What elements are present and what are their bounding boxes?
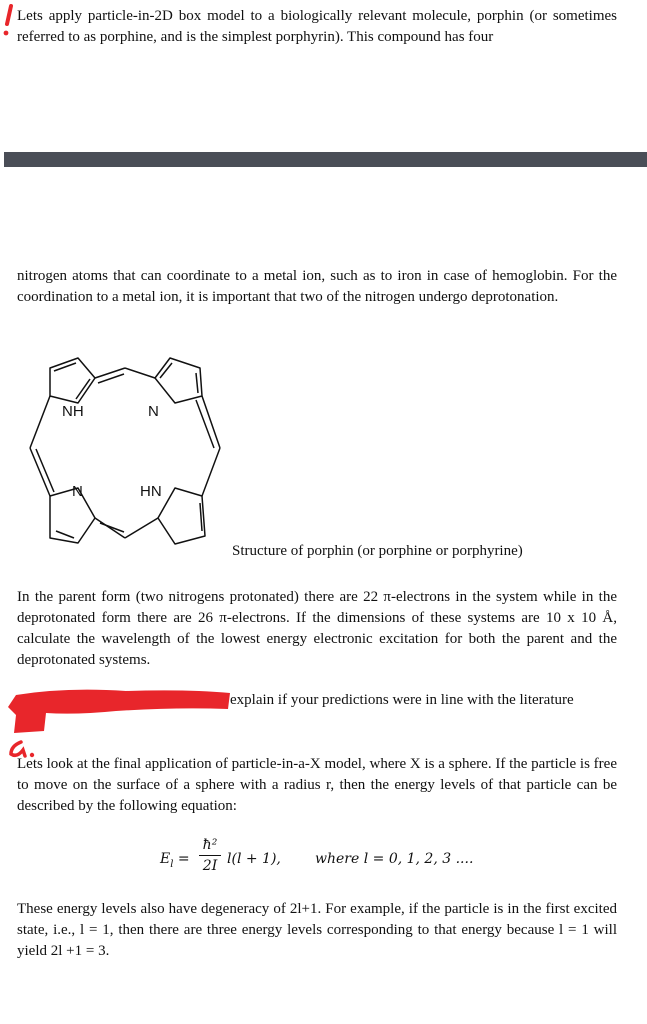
porphin-structure (20, 348, 230, 563)
label-hn-bottom: HN (140, 483, 162, 500)
red-redaction-scribble (6, 685, 230, 735)
energy-equation (145, 836, 505, 880)
pyrrole-ring-bottom-right (158, 488, 205, 544)
pyrrole-ring-top-right (155, 358, 202, 403)
equation-condition: where l = 0, 1, 2, 3 .... (315, 851, 474, 867)
label-n-top: N (148, 403, 159, 420)
equation-lhs: $E_l$ = (160, 851, 190, 870)
structure-caption: Structure of porphin (or porphine or porphyrine) (232, 543, 523, 559)
label-nh-top: NH (62, 403, 84, 420)
label-n-bottom: N (72, 483, 83, 500)
nitrogen-paragraph: nitrogen atoms that can coordinate to a metal ion, such as to iron in case of hemoglobin. For the coordination to a metal ion, it is important that two of the nitrogen undergo deprotonation. (17, 268, 617, 305)
degeneracy-paragraph: These energy levels also have degeneracy of 2l+1. For example, if the particle is in the first excited state, i.e., l = 1, then there are three energy levels corresponding to that energy because l = 1 will yield 2l +1 = 3. (17, 901, 617, 959)
sphere-paragraph: Lets look at the final application of particle-in-a-X model, where X is a sphere. If the particle is free to move on the surface of a sphere with a radius r, then the energy levels of that particle can be described by the following equation: (17, 756, 617, 814)
equation-rhs: l(l + 1), (227, 851, 281, 867)
equation-fraction: ħ² 2I (197, 836, 223, 875)
separator-bar (4, 152, 647, 167)
explain-text: explain if your predictions were in line with the literature (230, 692, 574, 708)
intro-paragraph: Lets apply particle-in-2D box model to a biologically relevant molecule, porphin (or sometimes referred to as porphine, and is the simplest porphyrin). This compound has four (17, 8, 617, 45)
electron-paragraph: In the parent form (two nitrogens protonated) there are 22 π-electrons in the system while in the deprotonated form there are 26 π-electrons. If the dimensions of these systems are 10 x 10 Å, calculate the wavelength of the lowest energy electronic excitation for both the parent and the deprotonated systems. (17, 589, 617, 668)
red-annotation-mark-top (2, 4, 16, 42)
